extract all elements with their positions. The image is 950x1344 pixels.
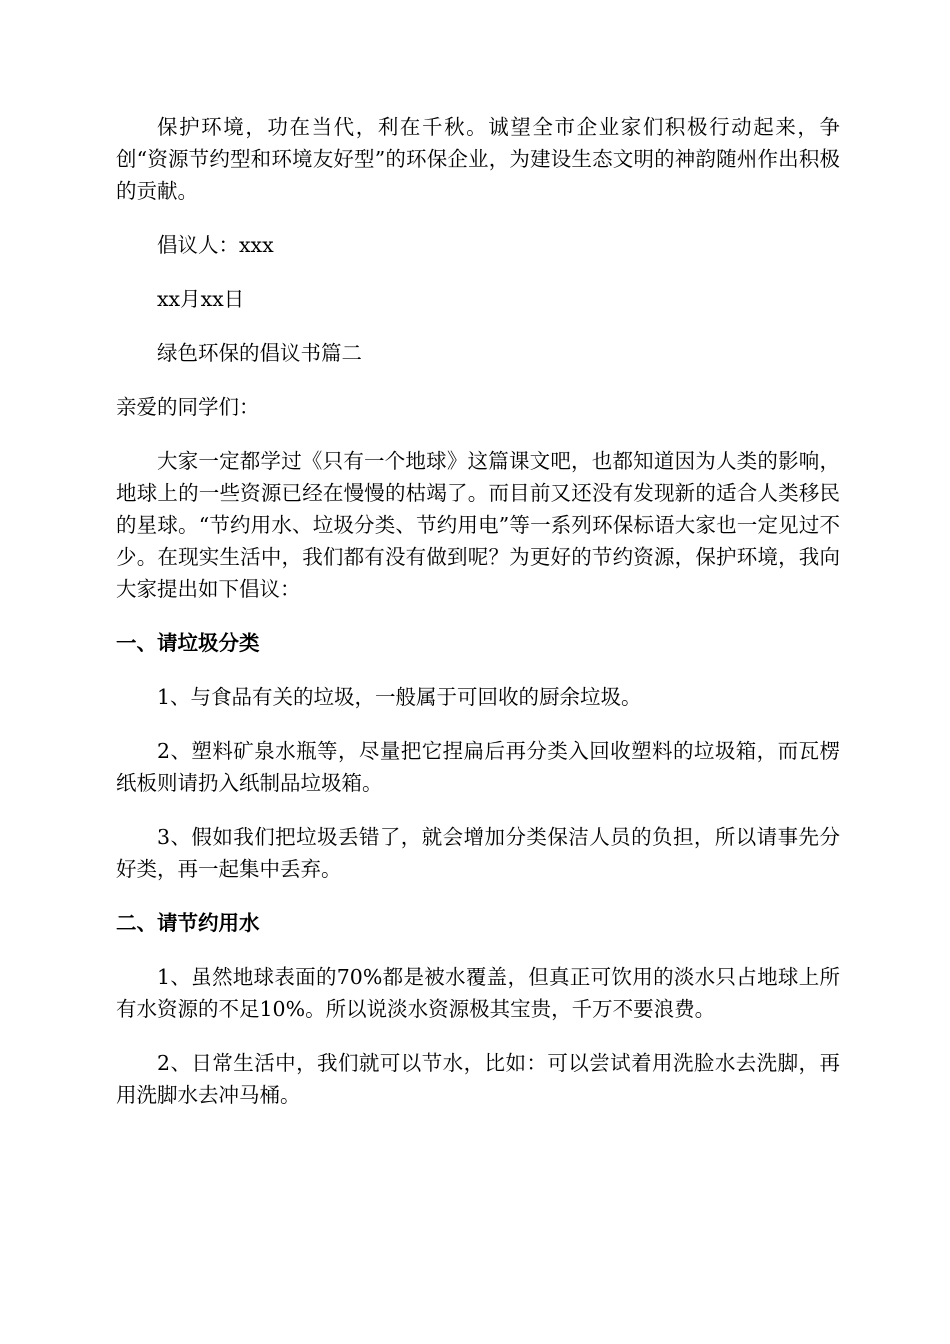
closing-paragraph: 保护环境，功在当代，利在千秋。诚望全市企业家们积极行动起来，争创“资源节约型和环境友好型”的环保企业，为建设生态文明的神韵随州作出积极的贡献。: [116, 115, 840, 203]
list-item: 2、日常生活中，我们就可以节水，比如：可以尝试着用洗脸水去洗脚，再用洗脚水去冲马桶。: [116, 1051, 840, 1107]
salutation: 亲爱的同学们：: [116, 395, 260, 419]
heading-garbage-sorting: 一、请垃圾分类: [116, 631, 260, 655]
intro-paragraph: 大家一定都学过《只有一个地球》这篇课文吧，也都知道因为人类的影响，地球上的一些资源已经在慢慢的枯竭了。而目前又还没有发现新的适合人类移民的星球。“节约用水、垃圾分类、节约用电”等一系列环保标语大家也一定见过不少。在现实生活中，我们都有没有做到呢？为更好的节约资源，保护环境，我向大家提出如下倡议：: [116, 449, 840, 601]
heading-save-water: 二、请节约用水: [116, 911, 260, 935]
section-title: 绿色环保的倡议书篇二: [157, 341, 362, 365]
list-item: 3、假如我们把垃圾丢错了，就会增加分类保洁人员的负担，所以请事先分好类，再一起集中丢弃。: [116, 825, 840, 881]
document-body: [116, 111, 840, 1133]
signature-line: 倡议人：xxx: [157, 233, 274, 257]
list-item: 1、虽然地球表面的70%都是被水覆盖，但真正可饮用的淡水只占地球上所有水资源的不足10%。所以说淡水资源极其宝贵，千万不要浪费。: [116, 965, 840, 1021]
list-item: 1、与食品有关的垃圾，一般属于可回收的厨余垃圾。: [157, 685, 642, 709]
list-item: 2、塑料矿泉水瓶等，尽量把它捏扁后再分类入回收塑料的垃圾箱，而瓦楞纸板则请扔入纸制品垃圾箱。: [116, 739, 840, 795]
date-line: xx月xx日: [157, 287, 245, 311]
